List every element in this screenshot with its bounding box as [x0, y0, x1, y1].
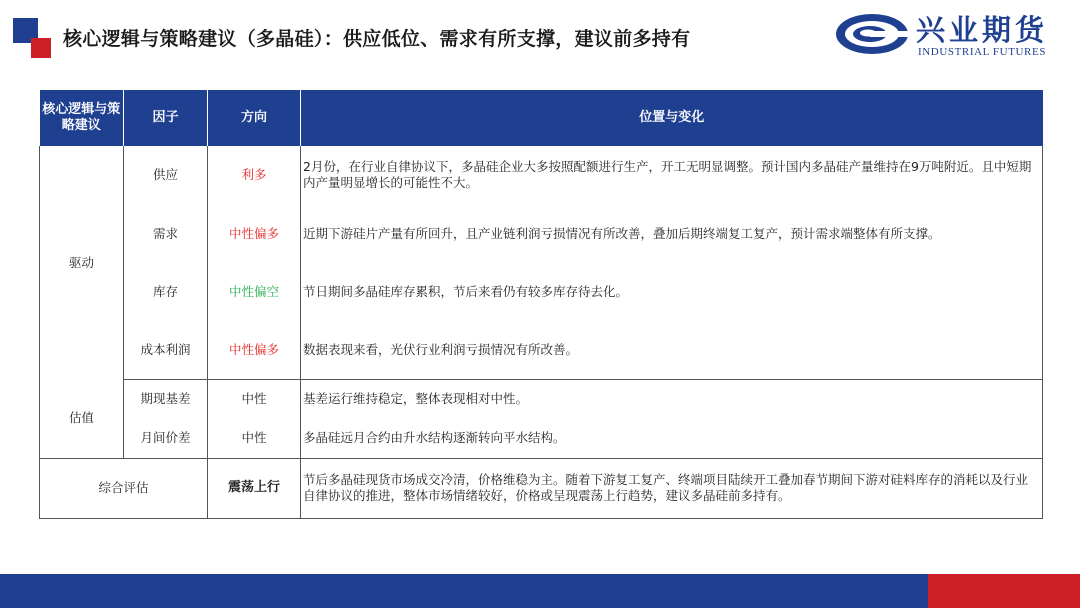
- factor-cell: 成本利润: [124, 321, 208, 379]
- table-header-row: [40, 90, 1043, 146]
- table-row: [40, 379, 1043, 419]
- summary-row: [40, 458, 1043, 518]
- page-title: 核心逻辑与策略建议（多晶硅）：供应低位、需求有所支撑，建议前多持有: [63, 28, 691, 50]
- table-row: [40, 321, 1043, 379]
- description-cell: 2月份，在行业自律协议下，多晶硅企业大多按照配额进行生产，开工无明显调整。预计国内多晶硅产量维持在9万吨附近。且中短期内产量明显增长的可能性不大。: [301, 146, 1043, 204]
- summary-description: 节后多晶硅现货市场成交冷清，价格维稳为主。随着下游复工复产、终端项目陆续开工叠加春节期间下游对硅料库存的消耗以及行业自律协议的推进，整体市场情绪较好，价格或呈现震荡上行趋势，建议多晶硅前多持有。: [301, 458, 1043, 518]
- description-cell: 近期下游硅片产量有所回升，且产业链利润亏损情况有所改善，叠加后期终端复工复产，预计需求端整体有所支撑。: [301, 204, 1043, 263]
- company-logo: [834, 8, 1064, 58]
- description-cell: 多晶硅远月合约由升水结构逐渐转向平水结构。: [301, 419, 1043, 458]
- summary-direction: 震荡上行: [208, 458, 301, 518]
- factor-cell: 期现基差: [124, 379, 208, 419]
- factor-cell: 月间价差: [124, 419, 208, 458]
- description-cell: 基差运行维持稳定，整体表现相对中性。: [301, 379, 1043, 419]
- direction-cell: 利多: [208, 146, 301, 204]
- section-label-drive: 驱动: [40, 146, 124, 379]
- summary-label: 综合评估: [40, 458, 208, 518]
- strategy-table: [39, 90, 1043, 519]
- description-cell: 节日期间多晶硅库存累积，节后来看仍有较多库存待去化。: [301, 263, 1043, 321]
- factor-cell: 供应: [124, 146, 208, 204]
- table-row: [40, 263, 1043, 321]
- header-factor: 因子: [124, 90, 208, 146]
- header-logic: 核心逻辑与策略建议: [40, 90, 124, 146]
- table-row: [40, 204, 1043, 263]
- section-label-valuation: 估值: [40, 379, 124, 458]
- direction-cell: 中性偏多: [208, 204, 301, 263]
- direction-cell: 中性偏空: [208, 263, 301, 321]
- table-row: [40, 146, 1043, 204]
- direction-cell: 中性: [208, 379, 301, 419]
- footer-bar-blue: [0, 574, 928, 608]
- logo-name-en: INDUSTRIAL FUTURES: [918, 46, 1047, 58]
- header-position-change: 位置与变化: [301, 90, 1043, 146]
- logo-name-cn: 兴业期货: [916, 13, 1049, 47]
- logo-mark-icon: [834, 12, 910, 56]
- description-cell: 数据表现来看，光伏行业利润亏损情况有所改善。: [301, 321, 1043, 379]
- factor-cell: 库存: [124, 263, 208, 321]
- direction-cell: 中性: [208, 419, 301, 458]
- factor-cell: 需求: [124, 204, 208, 263]
- header-direction: 方向: [208, 90, 301, 146]
- direction-cell: 中性偏多: [208, 321, 301, 379]
- title-decor-red-square: [31, 38, 51, 58]
- table-row: [40, 419, 1043, 458]
- footer-bar-red: [928, 574, 1080, 608]
